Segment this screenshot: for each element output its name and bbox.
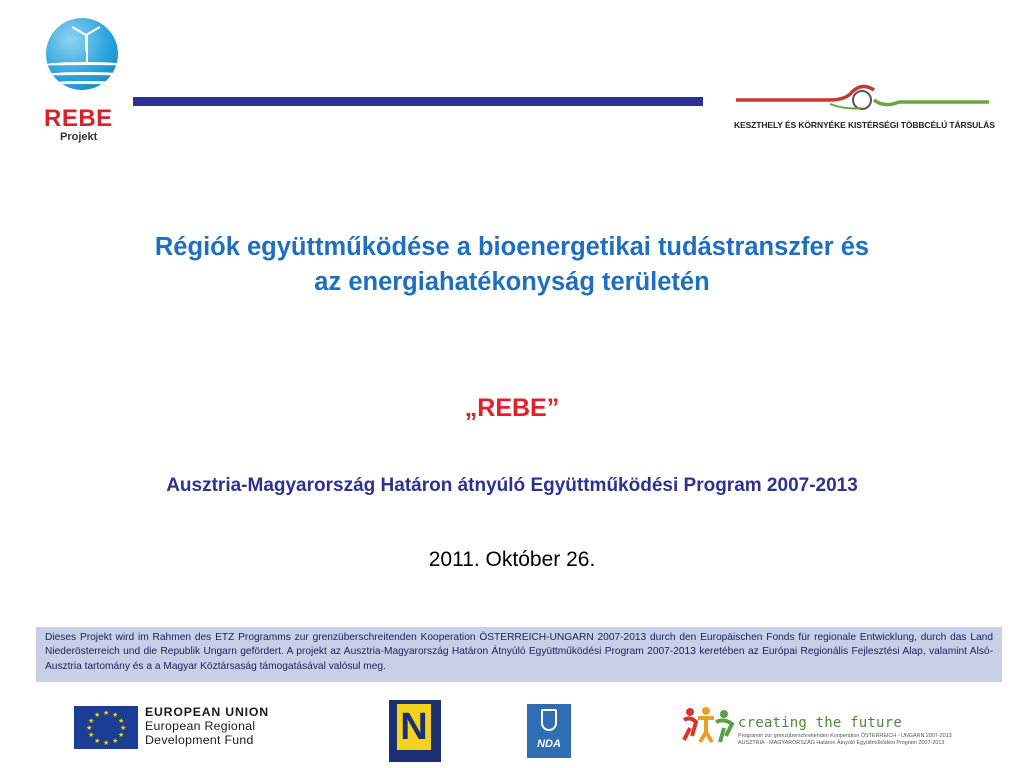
partner-logo-text: KESZTHELY ÉS KÖRNYÉKE KISTÉRSÉGI TÖBBCÉLÚ TÁRSULÁS xyxy=(734,120,995,130)
eu-logo-line-2: European Regional xyxy=(145,719,256,733)
main-title-line-1: Régiók együttműködése a bioenergetikai tudástranszfer és xyxy=(154,233,870,261)
noe-mark: N xyxy=(397,704,431,750)
eu-logo-line-1: EUROPEAN UNION xyxy=(145,705,269,719)
project-name: „REBE” xyxy=(464,394,560,422)
hungarian-crest-icon xyxy=(541,709,557,731)
rebe-logo-sub: Projekt xyxy=(60,131,98,143)
creating-the-future-logo xyxy=(682,706,982,756)
lower-austria-logo-icon xyxy=(389,700,441,762)
header-divider-bar xyxy=(133,97,703,106)
partner-logo xyxy=(734,80,994,136)
program-title: Ausztria-Magyarország Határon átnyúló Együttműködési Program 2007-2013 xyxy=(166,475,858,496)
people-figures-icon xyxy=(682,706,736,748)
ctf-logo-line-1: Programm zur grenzüberschreitenden Kooperation ÖSTERREICH - UNGARN 2007-2013 xyxy=(738,733,952,739)
main-title xyxy=(20,230,1004,300)
eu-flag-icon: ★ ★ ★ ★ ★ ★ ★ ★ ★ ★ ★ ★ xyxy=(74,706,138,749)
nda-logo-text: NDA xyxy=(537,738,561,750)
nda-logo xyxy=(527,704,571,758)
heron-line-icon xyxy=(734,80,994,118)
funding-notice: Dieses Projekt wird im Rahmen des ETZ Programms zur grenzüberschreitenden Kooperation ÖSTERREICH-UNGARN 2007-2013 durch den Europäischen Fonds für regionale Entwicklung, durch das Land Niederösterreich und die Republik Ungarn gefördert. A projekt az Ausztria-Magyarország Határon Átnyúló Együttműködési Program 2007-2013 keretében az Európai Regionális Fejlesztési Alap, valamint Alsó-Ausztria tartomány és a a Magyar Köztársaság támogatásával valósul meg. xyxy=(36,627,1002,682)
eu-logo xyxy=(72,705,272,751)
rebe-logo-name: REBE xyxy=(44,105,113,132)
eu-logo-line-3: Development Fund xyxy=(145,733,254,747)
main-title-line-2: az energiahatékonyság területén xyxy=(314,268,710,296)
event-date: 2011. Október 26. xyxy=(428,548,596,571)
ctf-logo-title: creating the future xyxy=(738,715,902,731)
rebe-logo xyxy=(38,18,126,148)
ctf-logo-line-2: AUSZTRIA - MAGYARORSZÁG Határon Átnyúló Együttműködési Program 2007-2013 xyxy=(738,740,945,746)
wind-turbine-globe-icon xyxy=(46,18,118,90)
